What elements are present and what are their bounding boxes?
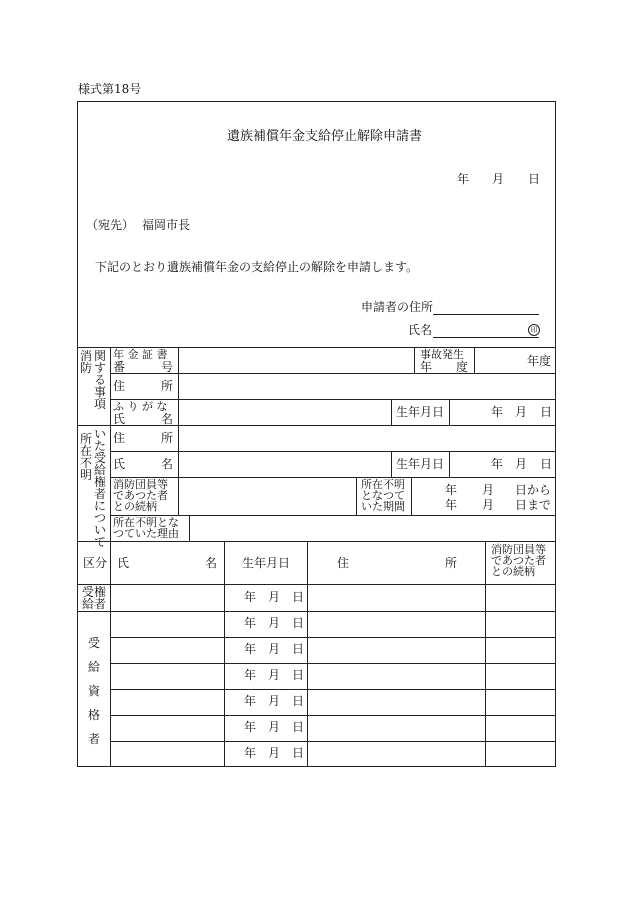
divider	[414, 347, 415, 373]
recipient-label-1: 受権	[82, 585, 107, 599]
divider	[110, 689, 556, 690]
row-date-day[interactable]: 日	[292, 590, 305, 604]
period-to-suffix[interactable]: 日まで	[515, 498, 552, 512]
divider	[391, 399, 392, 425]
header-relation-3: との続柄	[491, 565, 535, 578]
row-date-year[interactable]: 年	[244, 720, 257, 734]
applicant-name-field[interactable]	[433, 337, 539, 338]
eligible-label-3: 資	[88, 684, 101, 698]
missing-birth-label: 生年月日	[396, 457, 445, 471]
row-date-year[interactable]: 年	[244, 694, 257, 708]
missing-name-label: 氏 名	[113, 457, 173, 471]
date-month[interactable]: 月	[492, 172, 505, 186]
header-address: 住 所	[337, 556, 457, 570]
missing-period-label-3: いた期間	[361, 500, 405, 513]
eligible-label-4: 格	[88, 708, 101, 722]
eligible-label-2: 給	[88, 660, 101, 674]
divider	[110, 477, 556, 478]
victim-birth-label: 生年月日	[396, 405, 445, 419]
missing-period-label-2: となつて	[361, 489, 405, 502]
header-relation-1: 消防団員等	[491, 543, 546, 556]
row-date-year[interactable]: 年	[244, 642, 257, 656]
row-date-month[interactable]: 月	[268, 694, 281, 708]
divider	[449, 399, 450, 425]
relation-label-3: との続柄	[113, 500, 157, 513]
victim-birth-month[interactable]: 月	[515, 405, 528, 419]
applicant-address-field[interactable]	[433, 314, 539, 315]
reason-label-1: 所在不明とな	[113, 516, 179, 529]
accident-year-value[interactable]: 年度	[527, 354, 552, 368]
divider	[110, 347, 111, 541]
applicant-name-label: 氏名	[408, 323, 433, 337]
addressee-prefix: （宛先）	[86, 218, 135, 232]
header-relation-2: であつた者	[491, 554, 546, 567]
section2-col-b: いた受給権者について	[93, 427, 106, 549]
divider	[178, 477, 179, 515]
missing-address-label: 住 所	[113, 431, 173, 445]
header-name: 氏 名	[117, 556, 217, 570]
recipient-label-2: 給者	[82, 597, 107, 611]
header-category: 区分	[83, 556, 108, 570]
divider	[485, 541, 486, 767]
form-number: 様式第18号	[78, 82, 142, 96]
divider	[110, 663, 556, 664]
divider	[110, 637, 556, 638]
accident-label-1: 事故発生	[420, 348, 464, 361]
row-date-year[interactable]: 年	[244, 616, 257, 630]
period-to-year[interactable]: 年	[445, 498, 458, 512]
missing-birth-day[interactable]: 日	[540, 457, 553, 471]
relation-label-2: であつた者	[113, 489, 168, 502]
divider	[110, 541, 111, 767]
row-date-day[interactable]: 日	[292, 642, 305, 656]
section1-col-b: 関する事項	[93, 349, 106, 411]
divider	[110, 715, 556, 716]
pension-cert-label-1: 年 金 証 書	[113, 348, 168, 361]
header-birth: 生年月日	[242, 556, 291, 570]
addressee-name: 福岡市長	[142, 218, 191, 232]
row-date-month[interactable]: 月	[268, 746, 281, 760]
pension-cert-label-2: 番 号	[113, 360, 173, 374]
divider	[474, 347, 475, 373]
period-from-month[interactable]: 月	[482, 483, 495, 497]
divider	[224, 541, 225, 767]
eligible-label-1: 受	[88, 636, 101, 650]
victim-name-label: 氏 名	[113, 412, 173, 426]
victim-furigana-label: ふ り が な	[113, 400, 168, 413]
divider	[110, 373, 556, 374]
row-date-day[interactable]: 日	[292, 720, 305, 734]
row-date-month[interactable]: 月	[268, 668, 281, 682]
row-date-year[interactable]: 年	[244, 746, 257, 760]
row-date-year[interactable]: 年	[244, 590, 257, 604]
form-title: 遺族補償年金支給停止解除申請書	[227, 129, 423, 144]
victim-address-label: 住 所	[113, 379, 173, 393]
divider	[307, 541, 308, 767]
missing-birth-month[interactable]: 月	[515, 457, 528, 471]
divider	[189, 515, 190, 541]
missing-period-label-1: 所在不明	[361, 478, 405, 491]
divider	[110, 741, 556, 742]
applicant-address-label: 申請者の住所	[361, 300, 434, 314]
row-date-month[interactable]: 月	[268, 590, 281, 604]
divider	[110, 399, 556, 400]
accident-label-2: 年 度	[420, 360, 468, 374]
victim-birth-day[interactable]: 日	[540, 405, 553, 419]
seal-mark: 印	[528, 324, 540, 336]
row-date-month[interactable]: 月	[268, 616, 281, 630]
row-date-year[interactable]: 年	[244, 668, 257, 682]
period-to-month[interactable]: 月	[482, 498, 495, 512]
divider	[391, 451, 392, 477]
row-date-day[interactable]: 日	[292, 694, 305, 708]
row-date-month[interactable]: 月	[268, 642, 281, 656]
period-from-suffix[interactable]: 日から	[515, 483, 552, 497]
divider	[77, 425, 556, 426]
divider	[110, 451, 556, 452]
date-year[interactable]: 年	[457, 172, 470, 186]
row-date-month[interactable]: 月	[268, 720, 281, 734]
divider	[356, 477, 357, 515]
divider	[178, 347, 179, 477]
divider	[411, 477, 412, 515]
eligible-label-5: 者	[88, 732, 101, 746]
row-date-day[interactable]: 日	[292, 616, 305, 630]
reason-label-2: つていた理由	[113, 527, 179, 540]
date-day[interactable]: 日	[528, 172, 541, 186]
period-from-year[interactable]: 年	[445, 483, 458, 497]
victim-birth-year[interactable]: 年	[491, 405, 504, 419]
relation-label-1: 消防団員等	[113, 478, 168, 491]
section2-col-a: 所在不明	[79, 432, 92, 482]
row-date-day[interactable]: 日	[292, 746, 305, 760]
divider	[449, 451, 450, 477]
row-date-day[interactable]: 日	[292, 668, 305, 682]
section1-col-a: 消防	[79, 349, 92, 375]
missing-birth-year[interactable]: 年	[491, 457, 504, 471]
statement-text: 下記のとおり遺族補償年金の支給停止の解除を申請します。	[95, 260, 419, 274]
